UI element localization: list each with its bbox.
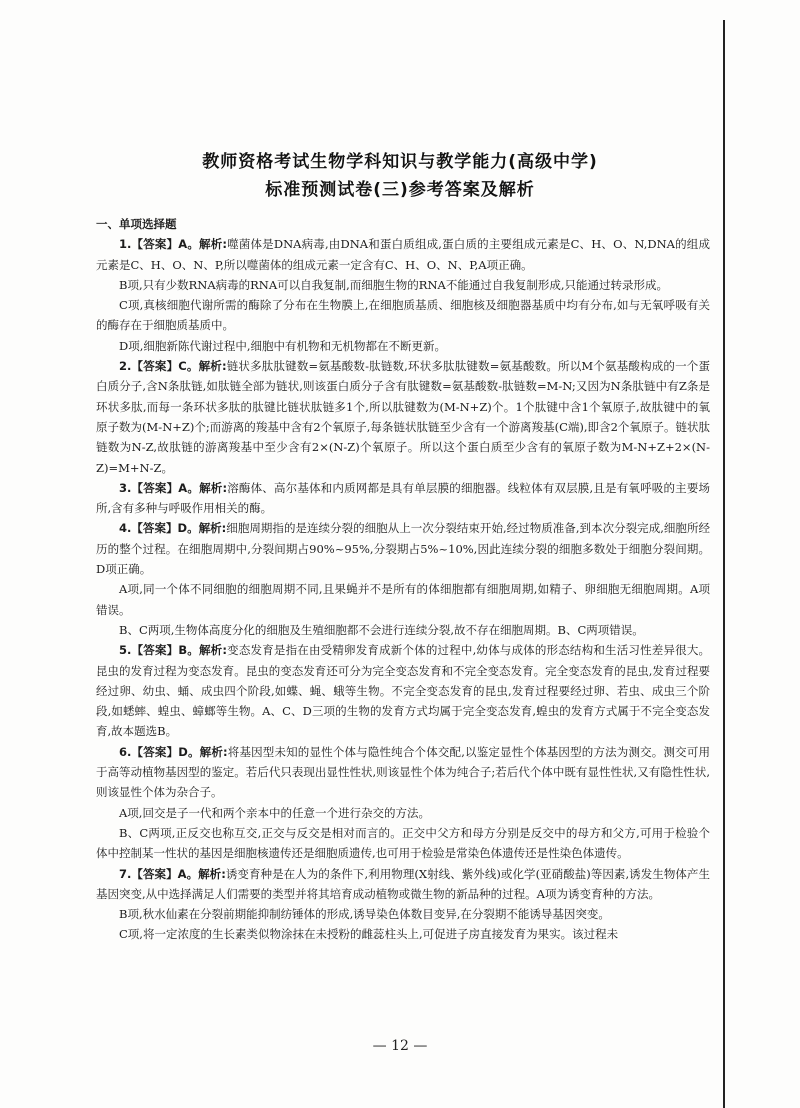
question-number: 6.	[119, 744, 132, 759]
section-heading: 一、单项选择题	[96, 217, 177, 231]
explanation-label: 解析:	[199, 237, 227, 252]
answer-key: 【答案】B。	[131, 643, 199, 658]
document-title: 教师资格考试生物学科知识与教学能力(高级中学)	[202, 152, 598, 172]
answer-key: 【答案】D。	[131, 744, 200, 759]
question-number: 4.	[119, 521, 132, 536]
explanation-text: C项,将一定浓度的生长素类似物涂抹在未授粉的雌蕊柱头上,可促进子房直接发育为果实。该过程未	[119, 927, 619, 942]
explanation-label: 解析:	[199, 744, 228, 759]
answer-paragraph	[96, 924, 710, 944]
answer-key: 【答案】D。	[131, 521, 199, 536]
explanation-text: D项,细胞新陈代谢过程中,细胞中有机物和无机物都在不断更新。	[119, 338, 447, 353]
explanation-text: A项,同一个体不同细胞的细胞周期不同,且果蝇并不是所有的体细胞都有细胞周期,如精子、卵细胞无细胞周期。A项错误。	[96, 582, 710, 617]
explanation-text: 溶酶体、高尔基体和内质网都是具有单层膜的细胞器。线粒体有双层膜,且是有氧呼吸的主要场所,含有多种与呼吸作用相关的酶。	[96, 480, 710, 516]
answer-paragraph	[96, 742, 710, 803]
answer-paragraph	[96, 640, 710, 741]
document-subtitle: 标准预测试卷(三)参考答案及解析	[265, 180, 535, 200]
explanation-text: 将基因型未知的显性个体与隐性纯合个体交配,以鉴定显性个体基因型的方法为测交。测交可用于高等动植物基因型的鉴定。若后代只表现出显性性状,则该显性个体为纯合子;若后代个体中既有显性性状,又有隐性性状,则该显性个体为杂合子。	[96, 744, 711, 800]
answer-key: 【答案】C。	[131, 359, 199, 374]
answer-paragraph	[96, 518, 710, 579]
question-number: 3.	[119, 480, 132, 495]
explanation-text: B、C两项,生物体高度分化的细胞及生殖细胞都不会进行连续分裂,故不存在细胞周期。B、C两项错误。	[119, 622, 644, 637]
question-number: 2.	[119, 359, 132, 374]
answer-paragraph	[96, 904, 710, 924]
answer-paragraph	[96, 620, 710, 640]
explanation-text: 噬菌体是DNA病毒,由DNA和蛋白质组成,蛋白质的主要组成元素是C、H、O、N,DNA的组成元素是C、H、O、N、P,所以噬菌体的组成元素一定含有C、H、O、N、P,A项正确。	[96, 237, 710, 272]
explanation-text: B项,只有少数RNA病毒的RNA可以自我复制,而细胞生物的RNA不能通过自我复制形成,只能通过转录形成。	[119, 277, 668, 292]
answer-paragraph	[96, 336, 710, 356]
page-number: — 12 —	[372, 1038, 428, 1054]
explanation-text: B项,秋水仙素在分裂前期能抑制纺锤体的形成,诱导染色体数目变异,在分裂期不能诱导基因突变。	[119, 907, 610, 922]
answer-paragraph	[96, 295, 710, 336]
explanation-text: 变态发育是指在由受精卵发育成新个体的过程中,幼体与成体的形态结构和生活习性差异很大。昆虫的发育过程为变态发育。昆虫的变态发育还可分为完全变态发育和不完全变态发育。完全变态发育的昆虫,发育过程要经过卵、幼虫、蛹、成虫四个阶段,如蝶、蝇、蛾等生物。不完全变态发育的昆虫,发育过程要经过卵、若虫、成虫三个阶段,如蟋蟀、蝗虫、蟑螂等生物。A、C、D三项的生物的发育方式均属于完全变态发育,蝗虫的发育方式属于不完全变态发育,故本题选B。	[96, 643, 711, 739]
answer-paragraph	[96, 275, 710, 295]
answer-list	[96, 234, 710, 944]
explanation-text: 诱变育种是在人为的条件下,利用物理(X射线、紫外线)或化学(亚硝酸盐)等因素,诱发生物体产生基因突变,从中选择满足人们需要的类型并将其培育成动植物或微生物的新品种的过程。A项为诱变育种的方法。	[96, 866, 710, 901]
explanation-text: C项,真核细胞代谢所需的酶除了分布在生物膜上,在细胞质基质、细胞核及细胞器基质中均有分布,如与无氧呼吸有关的酶存在于细胞质基质中。	[96, 298, 710, 333]
answer-key: 【答案】A。	[131, 866, 199, 881]
question-number: 5.	[119, 643, 132, 658]
answer-paragraph	[96, 864, 710, 905]
answer-paragraph	[96, 803, 710, 823]
explanation-text: B、C两项,正反交也称互交,正交与反交是相对而言的。正交中父方和母方分别是反交中的母方和父方,可用于检验个体中控制某一性状的基因是细胞核遗传还是细胞质遗传,也可用于检验是常染色体遗传还是性染色体遗传。	[96, 825, 710, 861]
explanation-label: 解析:	[198, 521, 227, 536]
answer-paragraph	[96, 234, 710, 275]
explanation-label: 解析:	[198, 643, 227, 658]
answer-paragraph	[96, 579, 710, 620]
question-number: 7.	[119, 866, 132, 881]
explanation-label: 解析:	[199, 480, 228, 495]
answer-key: 【答案】A。	[131, 480, 200, 495]
explanation-label: 解析:	[198, 359, 227, 374]
answer-paragraph	[96, 356, 710, 478]
answer-key: 【答案】A。	[131, 237, 200, 252]
answer-content	[96, 214, 710, 945]
explanation-label: 解析:	[198, 866, 226, 881]
question-number: 1.	[119, 237, 132, 252]
answer-paragraph	[96, 478, 710, 519]
answer-paragraph	[96, 823, 710, 864]
explanation-text: 链状多肽肽键数=氨基酸数-肽链数,环状多肽肽键数=氨基酸数。所以M个氨基酸构成的一个蛋白质分子,含N条肽链,如肽链全部为链状,则该蛋白质分子含有肽键数=氨基酸数-肽链数=M-N;又因为N条肽链中有Z条是环状多肽,而每一条环状多肽的肽键比链状肽链多1个,所以肽键数为(M-N+Z)个。1个肽键中含1个氧原子,故肽键中的氧原子数为(M-N+Z)个;而游离的羧基中含有2个氧原子,每条链状肽链至少含有一个游离羧基(C端),即含2个氧原子。链状肽链数为N-Z,故肽链的游离羧基中至少含有2×(N-Z)个氧原子。所以这个蛋白质至少含有的氧原子数为M-N+Z+2×(N-Z)=M+N-Z。	[96, 359, 710, 475]
explanation-text: A项,回交是子一代和两个亲本中的任意一个进行杂交的方法。	[119, 805, 430, 820]
explanation-text: 细胞周期指的是连续分裂的细胞从上一次分裂结束开始,经过物质准备,到本次分裂完成,细胞所经历的整个过程。在细胞周期中,分裂间期占90%~95%,分裂期占5%~10%,因此连续分裂的细胞多数处于细胞分裂间期。D项正确。	[96, 521, 710, 577]
